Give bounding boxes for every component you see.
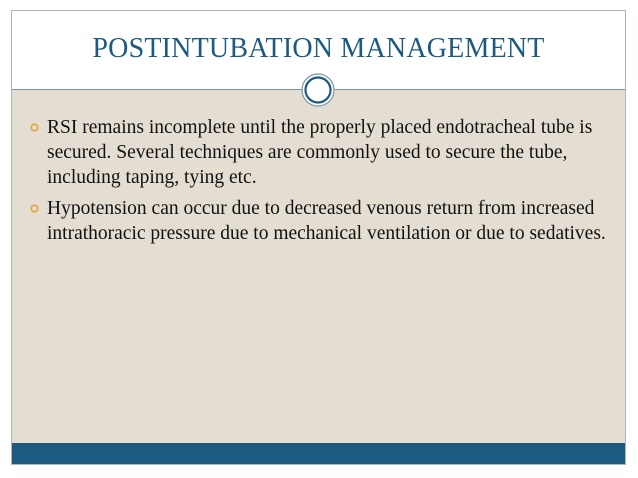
slide-body	[28, 115, 608, 252]
slide-title: POSTINTUBATION MANAGEMENT	[92, 33, 545, 64]
circle-bullet-icon	[30, 123, 39, 132]
bullet-item	[28, 196, 608, 246]
slide-frame	[11, 10, 626, 465]
bullet-item	[28, 115, 608, 190]
bullet-text: Hypotension can occur due to decreased venous return from increased intrathoracic pressure due to mechanical ventilation or due to sedatives.	[47, 198, 606, 244]
circle-bullet-icon	[30, 204, 39, 213]
bullet-text: RSI remains incomplete until the properly placed endotracheal tube is secured. Several techniques are commonly used to secure the tube, including taping, tying etc.	[47, 117, 593, 188]
ring-icon	[301, 73, 335, 107]
bottom-accent-bar	[12, 443, 625, 464]
